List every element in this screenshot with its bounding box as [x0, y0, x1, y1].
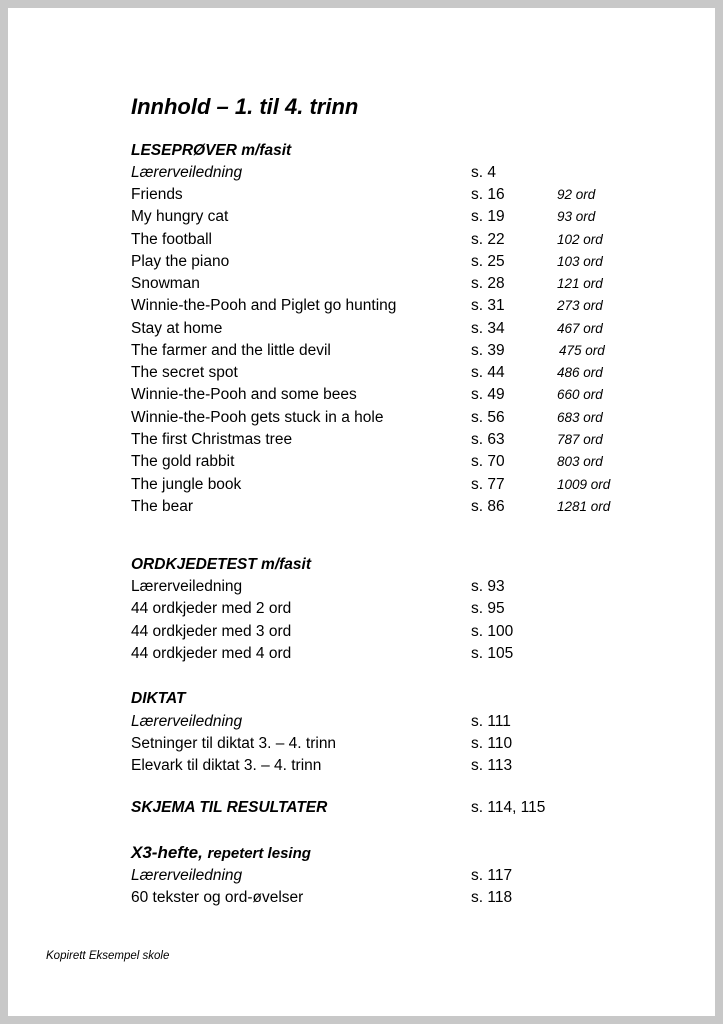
- document-page: Innhold – 1. til 4. trinn LESEPRØVER m/fasit Lærerveiledning s. 4 Friends s. 16 92 ord My hungry cat s. 19 93 ord The football s. 22 102 ord Play the piano s. 25 103 ord Snowman s. 28 121 ord Winnie-the-Pooh and Piglet go hunting s. 31 273 ord Stay at home s. 34 467 ord The farmer and the little devil s. 39 475 ord The secret spot s. 44 486 ord Winnie-the-Pooh and some bees s. 49 660 ord Winnie-the-Pooh gets stuck in a hole s. 56 683 ord The first Christmas tree s. 63 787 ord The gold rabbit s. 70 803 ord The jungle book s. 77 1009 ord The bear s. 86 1281 ord ORDKJEDETEST m/fasit Lærerveiledning s. 93 44 ordkjeder med 2 ord s. 95 44 ordkjeder med 3 ord s. 100 44 ordkjeder med 4 ord s. 105 DIKTAT Lærerveiledning s. 111 Setninger til diktat 3. – 4. trinn s. 110 Elevark til diktat 3. – 4. trinn s. 113 SKJEMA TIL RESULTATER s. 114, 115 X3-hefte, repetert lesing Lærerveiledning s. 117 60 tekster og ord-øvelser s. 118 Kopirett Eksempel skole: [8, 8, 715, 1016]
- page-title: Innhold – 1. til 4. trinn: [131, 94, 359, 119]
- footer-copyright: Kopirett Eksempel skole: [46, 950, 170, 962]
